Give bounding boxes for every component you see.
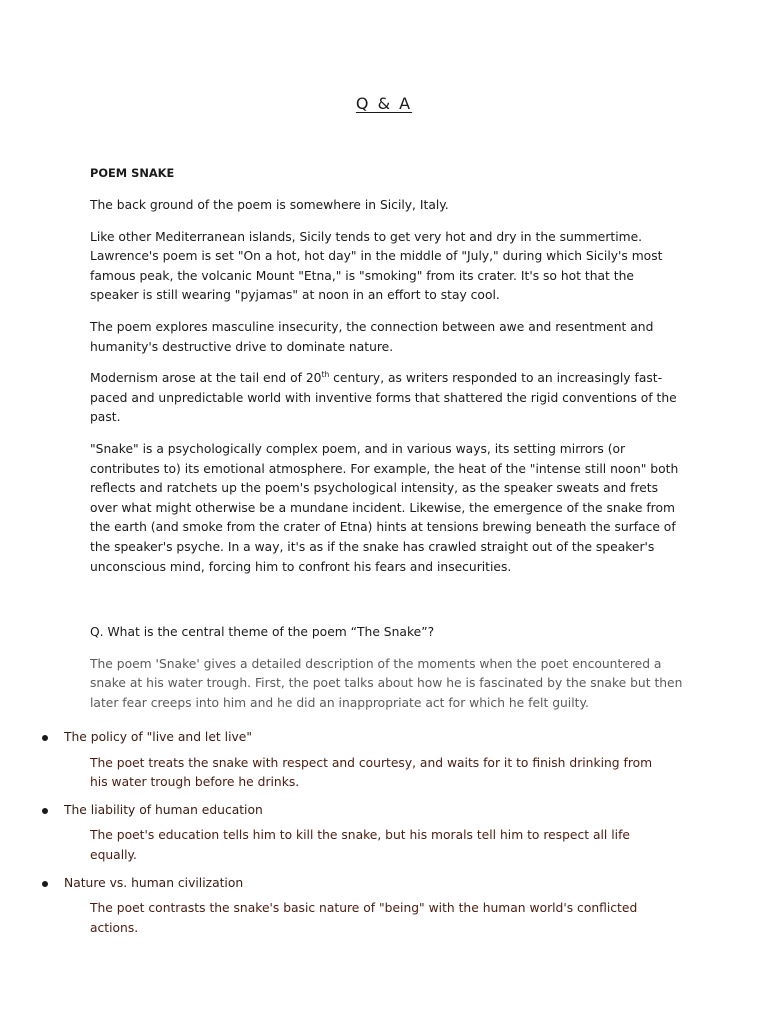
paragraph-psychology: "Snake" is a psychologically complex poem, and in various ways, its setting mirrors (or contributes to) its emotional atmosphere. For example, the heat of the "intense still noon" both reflects and ratchets up the poem's psychological intensity, as the speaker sweats and frets over what might otherwise be a mundane incident. Likewise, the emergence of the snake from the earth (and smoke from the crater of Etna) hints at tensions brewing beneath the surface of the speaker's psyche. In a way, it's as if the snake has crawled straight out of the speaker's unconscious mind, forcing him to confront his fears and insecurities. (90, 441, 679, 574)
theme-description: The poet treats the snake with respect and courtesy, and waits for it to finish drinking from his water trough before he drinks. (90, 755, 653, 790)
question: Q. What is the central theme of the poem “The Snake”? (90, 625, 435, 640)
paragraph-setting: Like other Mediterranean islands, Sicily tends to get very hot and dry in the summertime. Lawrence's poem is set "On a hot, hot day" in the middle of "July," during which Sicily's most famous peak, the volcanic Mount "Etna," is "smoking" from its crater. It's so hot that the speaker is still wearing "pyjamas" at noon in an effort to stay cool. (90, 229, 663, 303)
modernism-text-start: Modernism arose at the tail end of 20 (90, 371, 322, 386)
answer: The poem 'Snake' gives a detailed description of the moments when the poet encountered a snake at his water trough. First, the poet talks about how he is fascinated by the snake but then later fear creeps into him and he did an inappropriate act for which he felt guilty. (90, 656, 683, 710)
document-body (90, 164, 686, 725)
theme-list (0, 728, 768, 946)
bullet-icon (42, 808, 48, 814)
page-title: Q & A (355, 94, 413, 113)
paragraph-modernism (90, 369, 686, 428)
theme-description: The poet contrasts the snake's basic nature of "being" with the human world's conflicted actions. (90, 901, 638, 935)
bullet-icon (42, 735, 48, 741)
section-heading: POEM SNAKE (90, 166, 175, 180)
theme-description: The poet's education tells him to kill the snake, but his morals tell him to respect all life equally. (90, 828, 630, 862)
list-item (0, 728, 768, 793)
theme-title: The liability of human education (64, 802, 263, 817)
bullet-icon (42, 881, 48, 887)
list-item (0, 874, 768, 939)
theme-title: The policy of "live and let live" (64, 730, 252, 744)
theme-title: Nature vs. human civilization (64, 875, 244, 890)
ordinal-suffix: th (321, 370, 330, 380)
list-item (0, 801, 768, 866)
modernism-text-end: century, as writers responded to an increasingly fast-paced and unpredictable world with inventive forms that shattered the rigid conventions of the past. (90, 371, 677, 425)
paragraph-background: The back ground of the poem is somewhere in Sicily, Italy. (90, 198, 449, 212)
paragraph-themes: The poem explores masculine insecurity, the connection between awe and resentment and humanity's destructive drive to dominate nature. (90, 319, 654, 354)
